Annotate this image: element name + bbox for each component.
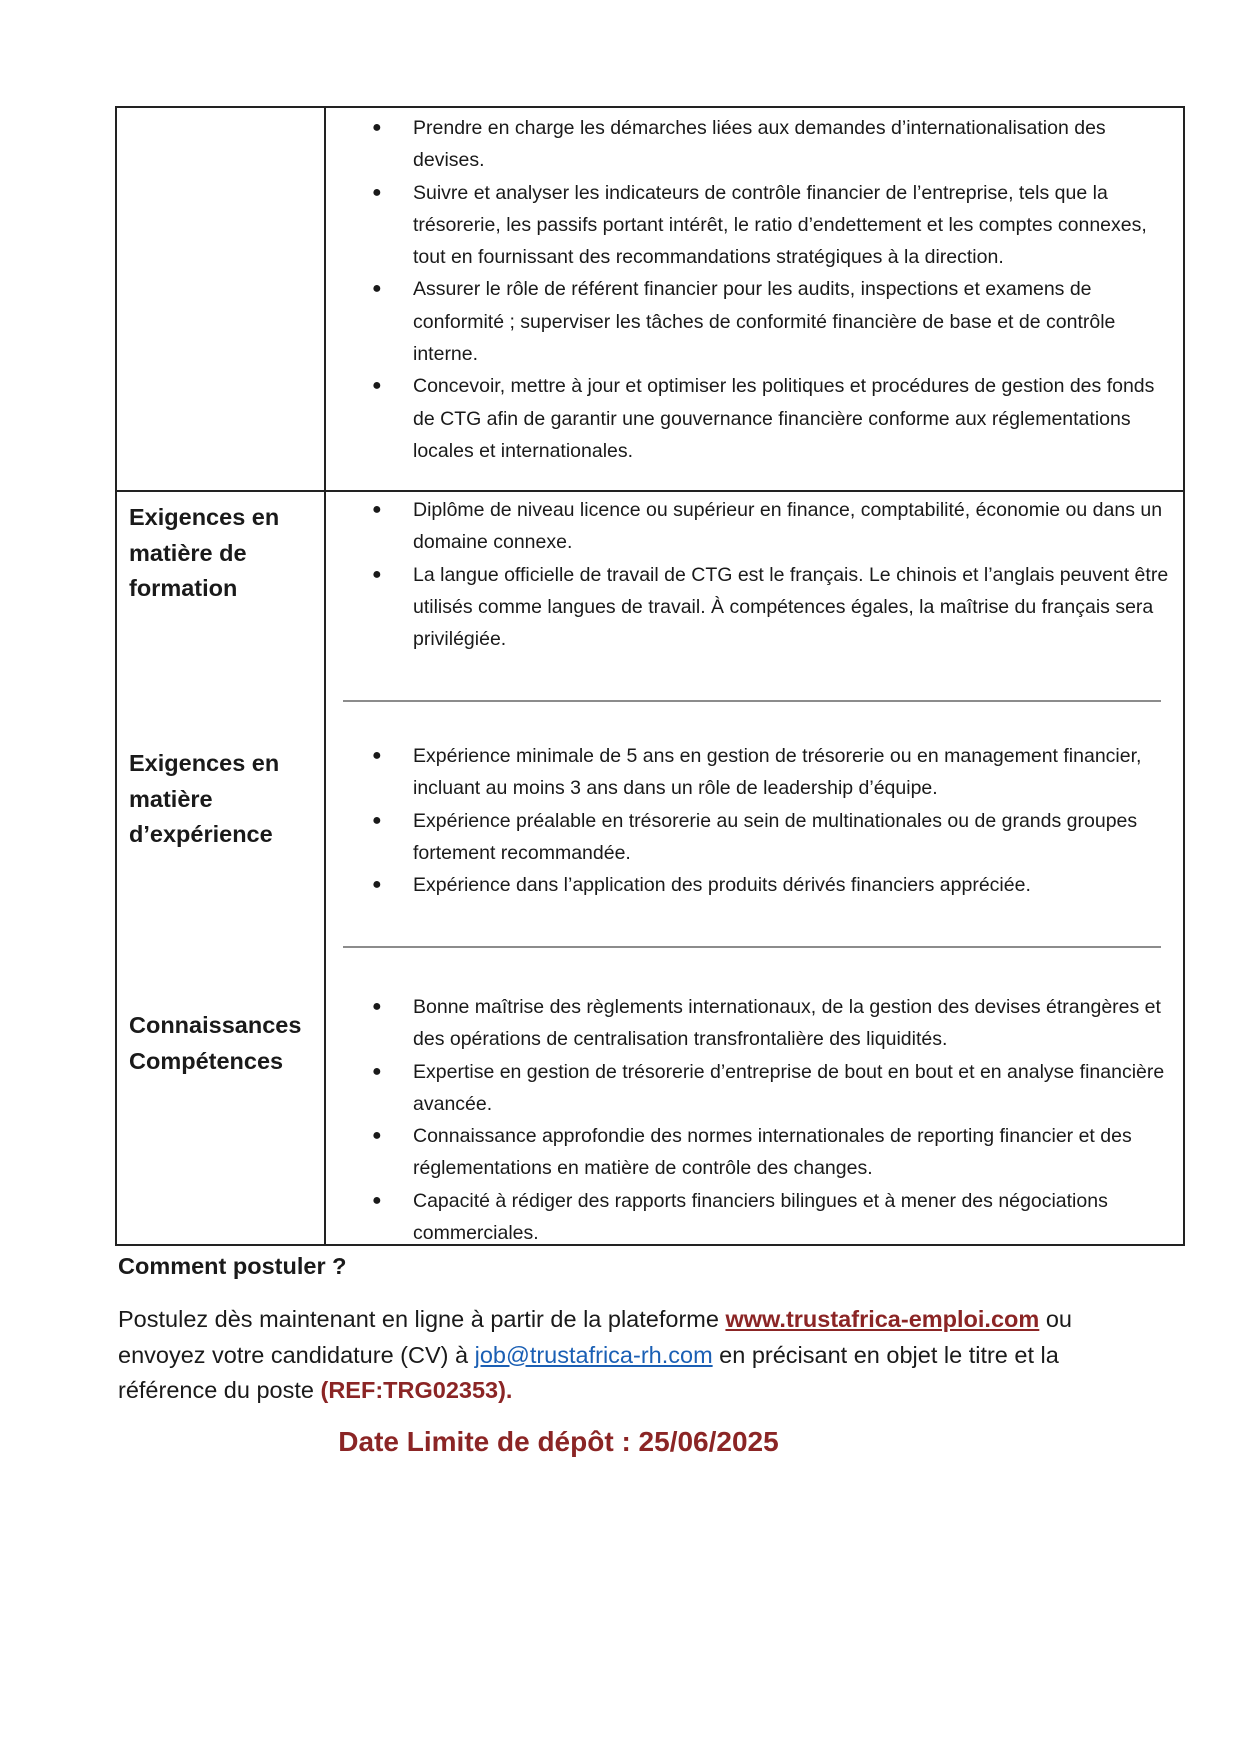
requirements-label-cell xyxy=(116,491,325,1245)
table-row-missions-continued xyxy=(116,107,1184,491)
experience-label: Exigences en matière d’expérience xyxy=(129,750,280,847)
bullet-icon: ● xyxy=(372,1127,382,1145)
job-reference: (REF:TRG02353). xyxy=(320,1377,513,1403)
missions-cell xyxy=(325,107,1184,491)
list-item: ● Connaissance approfondie des normes internationales de reporting financier et des réglementations en matière de contrôle des changes. xyxy=(326,1120,1183,1185)
list-item: ● Diplôme de niveau licence ou supérieur en finance, comptabilité, économie ou dans un domaine connexe. xyxy=(326,494,1183,559)
bullet-icon: ● xyxy=(372,1191,382,1209)
list-item: ● Expertise en gestion de trésorerie d’entreprise de bout en bout et en analyse financière avancée. xyxy=(326,1056,1183,1121)
apply-heading: Comment postuler ? xyxy=(118,1253,347,1279)
requirements-content-cell xyxy=(325,491,1184,1245)
bullet-icon: ● xyxy=(372,377,382,395)
list-item: ● Expérience préalable en trésorerie au sein de multinationales ou de grands groupes fortement recommandée. xyxy=(326,805,1183,870)
apply-instructions: Postulez dès maintenant en ligne à partir de la plateforme www.trustafrica-emploi.com ou envoyez votre candidature (CV) à job@trustafrica-rh.com en précisant en objet le titre et la référence du poste (REF:TRG02353). xyxy=(118,1306,1072,1403)
experience-list xyxy=(326,740,1183,901)
bullet-icon: ● xyxy=(372,183,382,201)
email-link[interactable]: job@trustafrica-rh.com xyxy=(474,1341,713,1368)
formation-list xyxy=(326,494,1183,655)
list-item: ● Assurer le rôle de référent financier pour les audits, inspections et examens de conformité ; superviser les tâches de conformité financière de base et de contrôle interne. xyxy=(326,273,1183,370)
bullet-icon: ● xyxy=(372,811,382,829)
list-item: ● Concevoir, mettre à jour et optimiser les politiques et procédures de gestion des fonds de CTG afin de garantir une gouvernance financière conforme aux réglementations locales et internationales. xyxy=(326,370,1183,467)
empty-label-cell xyxy=(116,107,325,491)
list-item: ● Expérience minimale de 5 ans en gestion de trésorerie ou en management financier, incluant au moins 3 ans dans un rôle de leadership d’équipe. xyxy=(326,740,1183,805)
bullet-icon: ● xyxy=(372,565,382,583)
competences-list xyxy=(326,991,1183,1249)
section-divider xyxy=(343,946,1161,948)
list-item: ● Suivre et analyser les indicateurs de contrôle financier de l’entreprise, tels que la trésorerie, les passifs portant intérêt, le ratio d’endettement et les comptes connexes, tout en fournissant des recommandations stratégiques à la direction. xyxy=(326,177,1183,274)
deadline-banner xyxy=(0,1426,1242,1458)
competences-label: Connaissances Compétences xyxy=(129,1012,302,1074)
job-description-table xyxy=(115,106,1185,1246)
list-item: ● La langue officielle de travail de CTG est le français. Le chinois et l’anglais peuvent être utilisés comme langues de travail. À compétences égales, la maîtrise du français sera privilégiée. xyxy=(326,559,1183,656)
bullet-icon: ● xyxy=(372,1062,382,1080)
bullet-icon: ● xyxy=(372,876,382,894)
bullet-icon: ● xyxy=(372,998,382,1015)
deadline-text: Date Limite de dépôt : 25/06/2025 xyxy=(338,1426,779,1457)
bullet-icon: ● xyxy=(372,119,382,136)
list-item: ● Prendre en charge les démarches liées aux demandes d’internationalisation des devises. xyxy=(326,112,1183,177)
section-divider xyxy=(343,700,1161,702)
website-link[interactable]: www.trustafrica-emploi.com xyxy=(725,1306,1040,1332)
bullet-icon: ● xyxy=(372,280,382,298)
list-item: ● Expérience dans l’application des produits dérivés financiers appréciée. xyxy=(326,869,1183,901)
list-item: ● Bonne maîtrise des règlements internationaux, de la gestion des devises étrangères et des opérations de centralisation transfrontalière des liquidités. xyxy=(326,991,1183,1056)
table-row-requirements xyxy=(116,491,1184,1245)
bullet-icon: ● xyxy=(372,501,382,518)
formation-label: Exigences en matière de formation xyxy=(129,504,280,601)
list-item: ● Capacité à rédiger des rapports financiers bilingues et à mener des négociations commerciales. xyxy=(326,1185,1183,1250)
bullet-icon: ● xyxy=(372,747,382,764)
missions-list xyxy=(326,112,1183,467)
